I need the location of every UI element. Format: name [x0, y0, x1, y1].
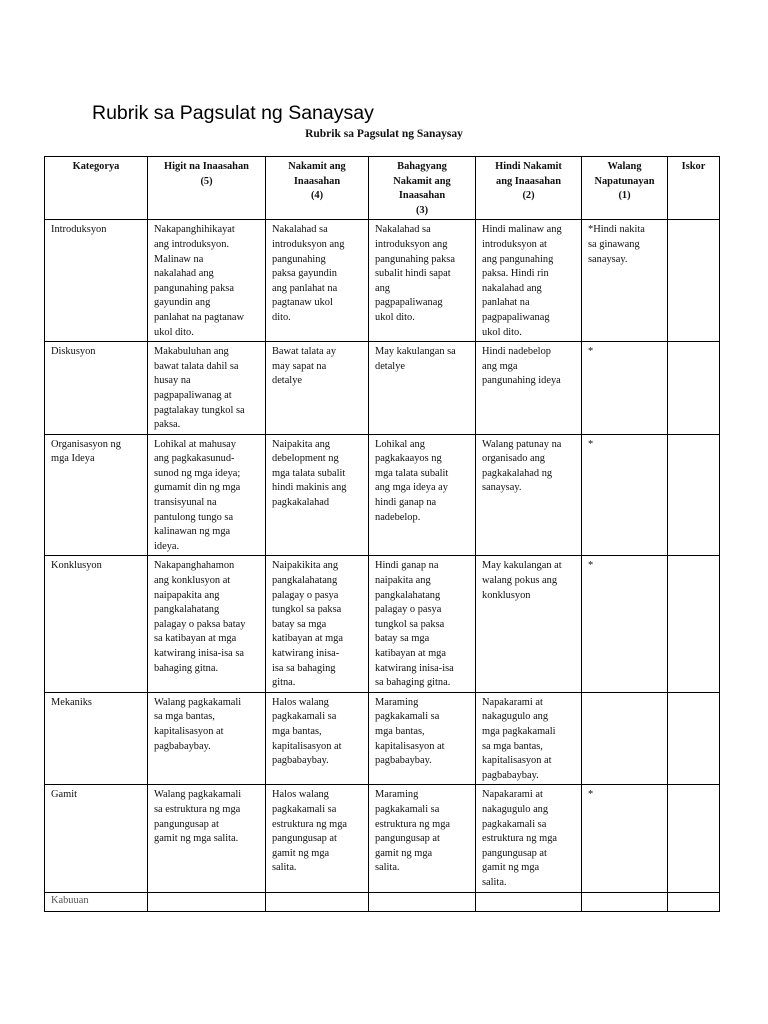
criterion-cell: Gamit	[45, 785, 148, 892]
header-level-2: Hindi Nakamit ang Inaasahan (2)	[476, 157, 582, 220]
header-level-5: Higit na Inaasahan (5)	[148, 157, 266, 220]
criterion-cell: Introduksyon	[45, 220, 148, 342]
total-label: Kabuuan	[45, 892, 148, 911]
level-1-cell: *	[582, 785, 668, 892]
level-2-cell: Walang patunay na organisado ang pagkakalahad ng sanaysay.	[476, 434, 582, 556]
header-row	[45, 157, 720, 220]
score-cell[interactable]	[668, 556, 720, 692]
score-cell[interactable]	[668, 434, 720, 556]
level-5-cell: Nakapanghahamon ang konklusyon at naipapakita ang pangkalahatang palagay o paksa batay sa katibayan at mga katwirang inisa-isa sa bahaging gitna.	[148, 556, 266, 692]
level-5-cell: Makabuluhan ang bawat talata dahil sa husay na pagpapaliwanag at pagtalakay tungkol sa paksa.	[148, 342, 266, 435]
level-5-cell: Lohikal at mahusay ang pagkakasunud- sunod ng mga ideya; gumamit din ng mga transisyunal na pantulong tungo sa kalinawan ng mga ideya.	[148, 434, 266, 556]
total-score-cell[interactable]	[668, 892, 720, 911]
score-cell[interactable]	[668, 220, 720, 342]
header-category: Kategorya	[45, 157, 148, 220]
rubric-row	[45, 220, 720, 342]
score-cell[interactable]	[668, 342, 720, 435]
rubric-row	[45, 556, 720, 692]
level-4-cell: Bawat talata ay may sapat na detalye	[266, 342, 369, 435]
level-2-cell: May kakulangan at walang pokus ang konklusyon	[476, 556, 582, 692]
header-level-3: Bahagyang Nakamit ang Inaasahan (3)	[369, 157, 476, 220]
level-3-cell: Hindi ganap na naipakita ang pangkalahatang palagay o pasya tungkol sa paksa batay sa mga katibayan at mga katwirang inisa-isa sa bahaging gitna.	[369, 556, 476, 692]
rubric-row	[45, 692, 720, 785]
total-cell[interactable]	[582, 892, 668, 911]
level-1-cell: *	[582, 342, 668, 435]
level-5-cell: Walang pagkakamali sa mga bantas, kapitalisasyon at pagbabaybay.	[148, 692, 266, 785]
level-3-cell: Maraming pagkakamali sa estruktura ng mga pangungusap at gamit ng mga salita.	[369, 785, 476, 892]
score-cell[interactable]	[668, 785, 720, 892]
level-4-cell: Naipakikita ang pangkalahatang palagay o pasya tungkol sa paksa batay sa mga katibayan at mga katwirang inisa- isa sa bahaging gitna.	[266, 556, 369, 692]
level-5-cell: Walang pagkakamali sa estruktura ng mga pangungusap at gamit ng mga salita.	[148, 785, 266, 892]
criterion-cell: Organisasyon ng mga Ideya	[45, 434, 148, 556]
header-level-1: Walang Napatunayan (1)	[582, 157, 668, 220]
criterion-cell: Diskusyon	[45, 342, 148, 435]
total-row	[45, 892, 720, 911]
level-4-cell: Halos walang pagkakamali sa mga bantas, kapitalisasyon at pagbabaybay.	[266, 692, 369, 785]
rubric-row	[45, 785, 720, 892]
level-2-cell: Napakarami at nakagugulo ang mga pagkakamali sa mga bantas, kapitalisasyon at pagbabaybay.	[476, 692, 582, 785]
level-5-cell: Nakapanghihikayat ang introduksyon. Malinaw na nakalahad ang pangunahing paksa gayundin ang panlahat na pagtanaw ukol dito.	[148, 220, 266, 342]
level-2-cell: Hindi nadebelop ang mga pangunahing ideya	[476, 342, 582, 435]
level-1-cell: *	[582, 556, 668, 692]
total-cell[interactable]	[476, 892, 582, 911]
level-3-cell: Nakalahad sa introduksyon ang pangunahing paksa subalit hindi sapat ang pagpapaliwanag ukol dito.	[369, 220, 476, 342]
score-cell[interactable]	[668, 692, 720, 785]
level-4-cell: Naipakita ang debelopment ng mga talata subalit hindi makinis ang pagkakalahad	[266, 434, 369, 556]
level-3-cell: Lohikal ang pagkakaayos ng mga talata subalit ang mga ideya ay hindi ganap na nadebelop.	[369, 434, 476, 556]
header-level-4: Nakamit ang Inaasahan (4)	[266, 157, 369, 220]
document-title: Rubrik sa Pagsulat ng Sanaysay	[92, 102, 374, 124]
rubric-table	[44, 156, 720, 912]
level-2-cell: Napakarami at nakagugulo ang pagkakamali sa estruktura ng mga pangungusap at gamit ng mga salita.	[476, 785, 582, 892]
rubric-row	[45, 342, 720, 435]
rubric-body	[45, 220, 720, 911]
level-1-cell	[582, 692, 668, 785]
level-3-cell: May kakulangan sa detalye	[369, 342, 476, 435]
header-score: Iskor	[668, 157, 720, 220]
level-4-cell: Halos walang pagkakamali sa estruktura ng mga pangungusap at gamit ng mga salita.	[266, 785, 369, 892]
level-2-cell: Hindi malinaw ang introduksyon at ang pangunahing paksa. Hindi rin nakalahad ang panlahat na pagpapaliwanag ukol dito.	[476, 220, 582, 342]
rubric-row	[45, 434, 720, 556]
criterion-cell: Mekaniks	[45, 692, 148, 785]
total-cell[interactable]	[369, 892, 476, 911]
total-cell[interactable]	[148, 892, 266, 911]
level-1-cell: *	[582, 434, 668, 556]
level-1-cell: *Hindi nakita sa ginawang sanaysay.	[582, 220, 668, 342]
criterion-cell: Konklusyon	[45, 556, 148, 692]
total-cell[interactable]	[266, 892, 369, 911]
table-caption: Rubrik sa Pagsulat ng Sanaysay	[305, 128, 463, 140]
level-3-cell: Maraming pagkakamali sa mga bantas, kapitalisasyon at pagbabaybay.	[369, 692, 476, 785]
level-4-cell: Nakalahad sa introduksyon ang pangunahing paksa gayundin ang panlahat na pagtanaw ukol dito.	[266, 220, 369, 342]
